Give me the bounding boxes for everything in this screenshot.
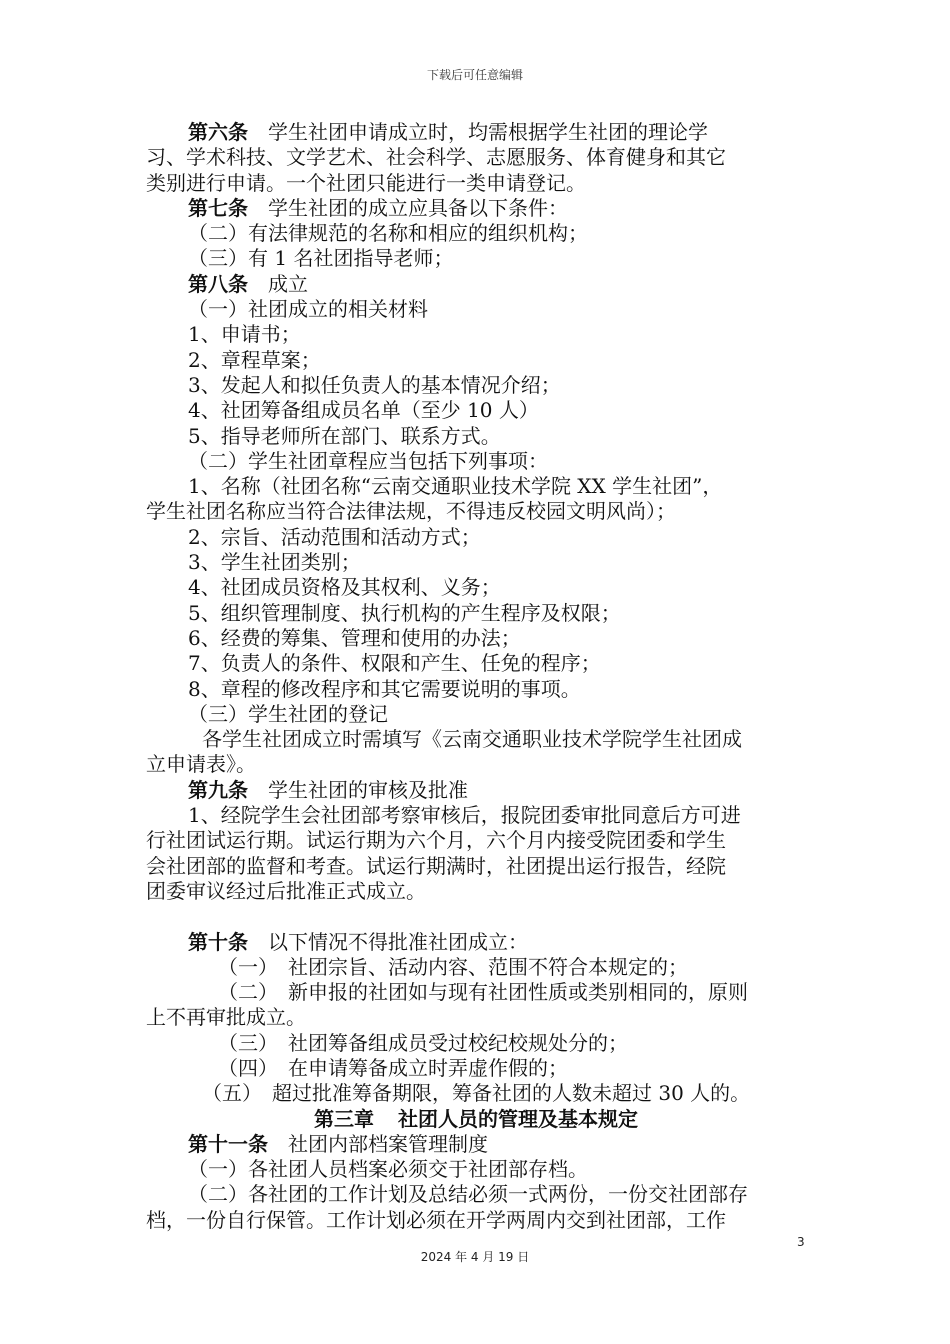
article-6-line-2: 习、学术科技、文学艺术、社会科学、志愿服务、体育健身和其它 bbox=[146, 145, 726, 170]
list-item-continuation: 档，一份自行保管。工作计划必须在开学两周内交到社团部，工作 bbox=[146, 1207, 726, 1232]
article-7-line bbox=[146, 196, 806, 221]
article-9-heading: 第九条 bbox=[188, 777, 248, 802]
article-9-line bbox=[146, 778, 806, 803]
article-9-text: 学生社团的审核及批准 bbox=[268, 777, 468, 802]
article-8-text: 成立 bbox=[268, 271, 308, 296]
article-8-section-2: （二）学生社团章程应当包括下列事项： bbox=[188, 448, 548, 473]
page-number: 3 bbox=[797, 1235, 805, 1249]
chapter-title: 社团人员的管理及基本规定 bbox=[398, 1106, 638, 1131]
article-6-line-1 bbox=[146, 120, 806, 145]
list-item: （四） 在申请筹备成立时弄虚作假的； bbox=[218, 1055, 568, 1080]
article-9-paragraph: 团委审议经过后批准正式成立。 bbox=[146, 878, 426, 903]
list-item: 3、学生社团类别； bbox=[188, 550, 361, 575]
article-7-item: （二）有法律规范的名称和相应的组织机构； bbox=[188, 221, 588, 246]
list-item: 4、社团成员资格及其权利、义务； bbox=[188, 575, 501, 600]
article-10-heading: 第十条 bbox=[188, 929, 248, 954]
list-item: 1、申请书； bbox=[188, 322, 301, 347]
article-11-heading: 第十一条 bbox=[188, 1131, 268, 1156]
list-item: 3、发起人和拟任负责人的基本情况介绍； bbox=[188, 372, 561, 397]
article-9-paragraph: 行社团试运行期。试运行期为六个月，六个月内接受院团委和学生 bbox=[146, 828, 726, 853]
article-10-text: 以下情况不得批准社团成立： bbox=[268, 929, 528, 954]
list-item-continuation: 上不再审批成立。 bbox=[146, 1005, 306, 1030]
list-item: 7、负责人的条件、权限和产生、任免的程序； bbox=[188, 651, 601, 676]
chapter-heading bbox=[146, 1107, 806, 1132]
list-item: （一） 社团宗旨、活动内容、范围不符合本规定的； bbox=[218, 954, 688, 979]
article-6-line-3: 类别进行申请。一个社团只能进行一类申请登记。 bbox=[146, 170, 586, 195]
list-item: （一）各社团人员档案必须交于社团部存档。 bbox=[188, 1157, 588, 1182]
article-11-line bbox=[146, 1132, 806, 1157]
article-6-heading: 第六条 bbox=[188, 120, 248, 144]
chapter-number: 第三章 bbox=[314, 1106, 374, 1131]
list-item: 1、名称（社团名称“云南交通职业技术学院 XX 学生社团”， bbox=[188, 474, 723, 499]
page-header: 下载后可任意编辑 bbox=[426, 68, 523, 82]
article-8-section-1: （一）社团成立的相关材料 bbox=[188, 297, 428, 322]
list-item: 5、组织管理制度、执行机构的产生程序及权限； bbox=[188, 600, 621, 625]
list-item: （二） 新申报的社团如与现有社团性质或类别相同的，原则 bbox=[218, 980, 748, 1005]
list-item: 8、章程的修改程序和其它需要说明的事项。 bbox=[188, 676, 581, 701]
article-8-section-3-text: 立申请表》。 bbox=[146, 752, 256, 777]
article-8-line bbox=[146, 272, 806, 297]
footer-date: 2024 年 4 月 19 日 bbox=[420, 1250, 530, 1264]
list-item: （三） 社团筹备组成员受过校纪校规处分的； bbox=[218, 1030, 628, 1055]
article-11-text: 社团内部档案管理制度 bbox=[288, 1131, 488, 1156]
article-9-paragraph: 1、经院学生会社团部考察审核后，报院团委审批同意后方可进 bbox=[188, 803, 741, 828]
article-7-text: 学生社团的成立应具备以下条件： bbox=[268, 195, 568, 220]
list-item: （二）各社团的工作计划及总结必须一式两份，一份交社团部存 bbox=[188, 1182, 748, 1207]
blank-line bbox=[146, 904, 806, 929]
list-item: 2、宗旨、活动范围和活动方式； bbox=[188, 524, 481, 549]
list-item: 2、章程草案； bbox=[188, 347, 321, 372]
article-7-heading: 第七条 bbox=[188, 195, 248, 220]
article-8-section-3-text: 各学生社团成立时需填写《云南交通职业技术学院学生社团成 bbox=[202, 727, 742, 752]
document-body bbox=[146, 120, 806, 1233]
list-item: 6、经费的筹集、管理和使用的办法； bbox=[188, 625, 521, 650]
list-item: （五） 超过批准筹备期限，筹备社团的人数未超过 30 人的。 bbox=[202, 1081, 751, 1106]
article-8-section-3: （三）学生社团的登记 bbox=[188, 701, 388, 726]
article-9-paragraph: 会社团部的监督和考查。试运行期满时，社团提出运行报告，经院 bbox=[146, 853, 726, 878]
article-7-item: （三）有 1 名社团指导老师； bbox=[188, 246, 454, 271]
list-item-continuation: 学生社团名称应当符合法律法规，不得违反校园文明风尚）； bbox=[146, 499, 676, 524]
article-10-line bbox=[146, 930, 806, 955]
list-item: 5、指导老师所在部门、联系方式。 bbox=[188, 423, 501, 448]
list-item: 4、社团筹备组成员名单（至少 10 人） bbox=[188, 398, 539, 423]
article-6-text: 学生社团申请成立时，均需根据学生社团的理论学 bbox=[268, 120, 708, 144]
article-8-heading: 第八条 bbox=[188, 271, 248, 296]
